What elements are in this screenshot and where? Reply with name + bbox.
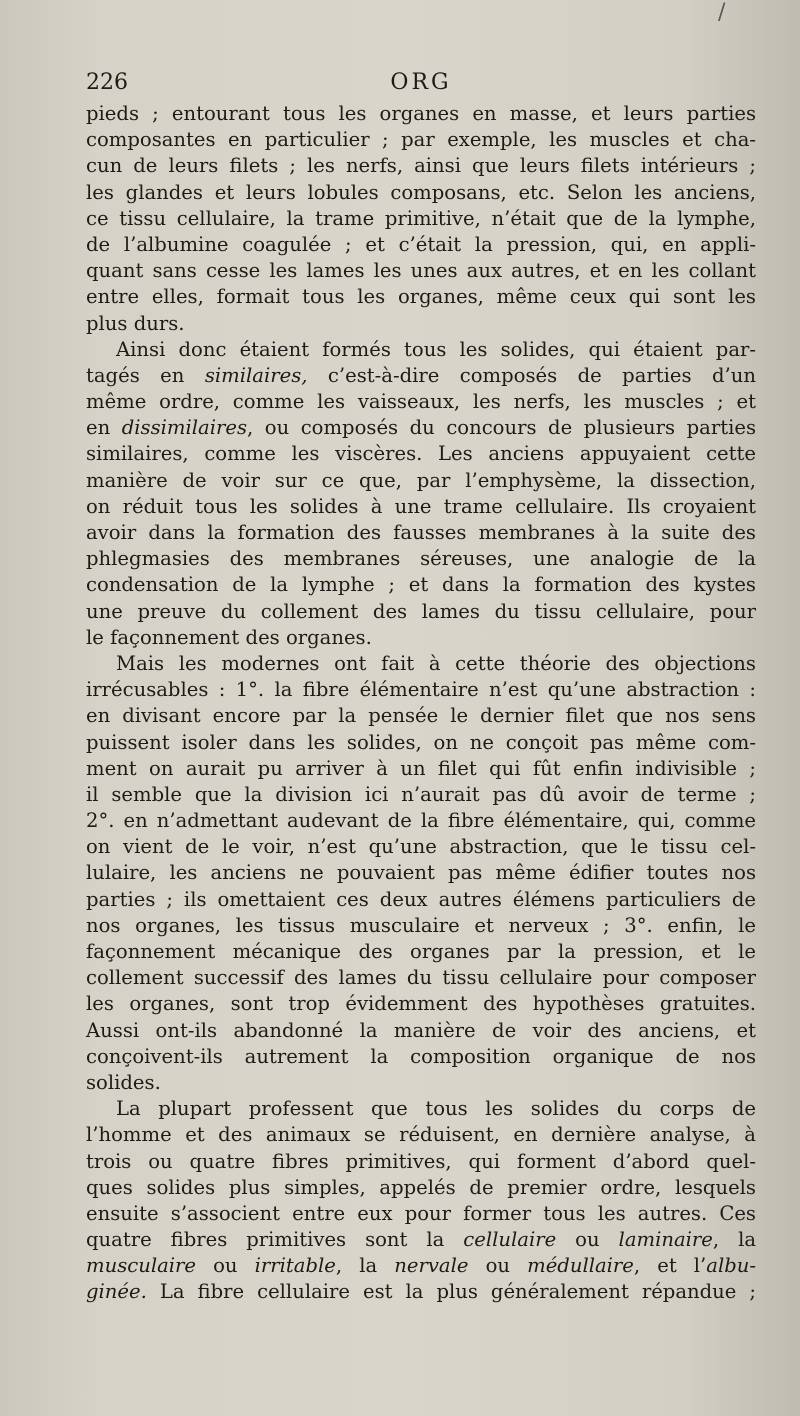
text-line: conçoivent-ils autrement la composition organique de nos <box>86 1044 756 1068</box>
italic-term: laminaire <box>618 1228 713 1252</box>
text-line: une preuve du collement des lames du tissu cellulaire, pour <box>86 599 756 623</box>
text-line: même ordre, comme les vaisseaux, les nerfs, les muscles ; et <box>86 390 756 414</box>
text-line: ginée. La fibre cellulaire est la plus généralement répandue ; <box>86 1280 756 1304</box>
text-line: puissent isoler dans les solides, on ne conçoit pas même com- <box>86 730 756 754</box>
text-line: en dissimilaires, ou composés du concours de plusieurs parties <box>86 416 756 440</box>
italic-term: albu- <box>706 1254 757 1278</box>
text-line: on réduit tous les solides à une trame cellulaire. Ils croyaient <box>86 494 756 518</box>
italic-term: irritable <box>254 1254 336 1278</box>
italic-term: cellulaire <box>463 1228 557 1252</box>
text-line: ce tissu cellulaire, la trame primitive, n’était que de la lymphe, <box>86 206 756 230</box>
text-line: cun de leurs filets ; les nerfs, ainsi que leurs filets intérieurs ; <box>86 154 756 178</box>
text-line: pieds ; entourant tous les organes en masse, et leurs parties <box>86 102 756 125</box>
page-number: 226 <box>86 70 128 95</box>
text-line: musculaire ou irritable, la nervale ou médullaire, et l’albu- <box>86 1254 757 1278</box>
text-line: nos organes, les tissus musculaire et nerveux ; 3°. enfin, le <box>86 913 756 937</box>
text-line: manière de voir sur ce que, par l’emphysème, la dissection, <box>86 468 756 492</box>
text-line: entre elles, formait tous les organes, même ceux qui sont les <box>86 285 756 309</box>
text-line: avoir dans la formation des fausses membranes à la suite des <box>86 521 756 544</box>
text-line: Mais les modernes ont fait à cette théorie des objections <box>116 651 756 675</box>
text-line: parties ; ils omettaient ces deux autres élémens particuliers de <box>86 887 756 911</box>
text-line: La plupart professent que tous les solides du corps de <box>116 1097 756 1121</box>
text-line: ques solides plus simples, appelés de premier ordre, lesquels <box>86 1175 756 1199</box>
text-line: similaires, comme les viscères. Les anciens appuyaient cette <box>86 442 756 466</box>
text-line: plus durs. <box>86 311 185 335</box>
text-line: 2°. en n’admettant audevant de la fibre élémentaire, qui, comme <box>86 809 756 833</box>
text-line: phlegmasies des membranes séreuses, une analogie de la <box>86 547 756 571</box>
text-line: tagés en similaires, c’est-à-dire composés de parties d’un <box>86 363 756 387</box>
header-title: ORG <box>390 70 452 95</box>
italic-term: nervale <box>394 1254 469 1278</box>
text-line: lulaire, les anciens ne pouvaient pas même édifier toutes nos <box>86 861 756 885</box>
text-line: irrécusables : 1°. la fibre élémentaire n’est qu’une abstraction : <box>86 678 756 702</box>
text-line: les glandes et leurs lobules composans, etc. Selon les anciens, <box>86 180 756 204</box>
text-line: quant sans cesse les lames les unes aux autres, et en les collant <box>86 259 756 283</box>
italic-term: similaires, <box>204 363 308 387</box>
italic-term: médullaire <box>527 1254 634 1278</box>
running-head <box>86 70 756 100</box>
text-line: solides. <box>86 1070 161 1094</box>
text-line: il semble que la division ici n’aurait pas dû avoir de terme ; <box>86 782 756 806</box>
text-line: condensation de la lymphe ; et dans la formation des kystes <box>86 573 756 597</box>
body-text <box>86 101 756 1306</box>
text-line: Aussi ont-ils abandonné la manière de voir des anciens, et <box>86 1018 756 1042</box>
text-line: les organes, sont trop évidemment des hypothèses gratuites. <box>86 992 756 1016</box>
text-line: en divisant encore par la pensée le dernier filet que nos sens <box>86 704 756 728</box>
text-line: de l’albumine coagulée ; et c’était la pression, qui, en appli- <box>86 232 756 256</box>
text-line: on vient de le voir, n’est qu’une abstraction, que le tissu cel- <box>86 835 756 859</box>
text-line: façonnement mécanique des organes par la pression, et le <box>86 940 756 963</box>
italic-term: dissimilaires <box>121 416 248 440</box>
text-line: composantes en particulier ; par exemple, les muscles et cha- <box>86 128 756 152</box>
text-line: ensuite s’associent entre eux pour former tous les autres. Ces <box>86 1201 756 1225</box>
italic-term: musculaire <box>86 1254 197 1278</box>
text-line: ment on aurait pu arriver à un filet qui fût enfin indivisible ; <box>86 756 756 780</box>
text-line: collement successif des lames du tissu cellulaire pour composer <box>86 966 756 990</box>
text-line: quatre fibres primitives sont la cellulaire ou laminaire, la <box>86 1228 757 1252</box>
text-line: le façonnement des organes. <box>86 625 372 649</box>
text-line: Ainsi donc étaient formés tous les solides, qui étaient par- <box>116 337 756 361</box>
margin-mark: / <box>718 0 726 25</box>
text-line: l’homme et des animaux se réduisent, en dernière analyse, à <box>86 1123 756 1147</box>
italic-term: ginée. <box>86 1280 147 1304</box>
text-line: trois ou quatre fibres primitives, qui forment d’abord quel- <box>86 1149 756 1173</box>
